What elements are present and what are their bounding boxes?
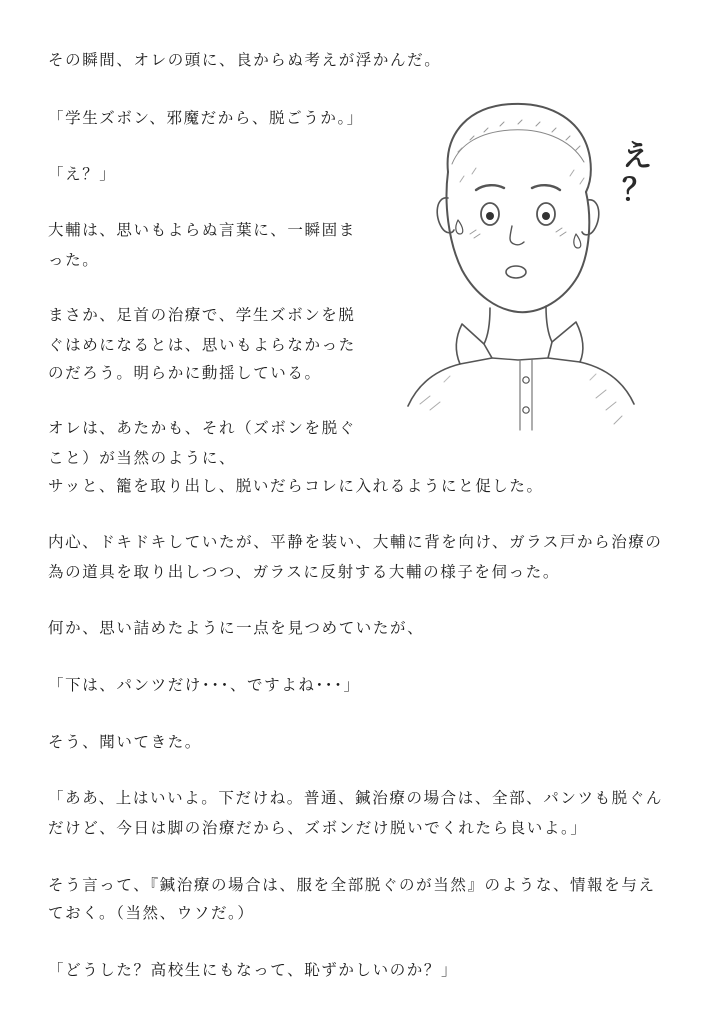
text-line: その瞬間、オレの頭に、良からぬ考えが浮かんだ。 xyxy=(48,51,442,69)
exclaim-mark: ？ xyxy=(622,173,652,208)
text-line: 為の道具を取り出しつつ、ガラスに反射する大輔の様子を伺った。 xyxy=(48,563,560,581)
text-line: サッと、籠を取り出し、脱いだらコレに入れるようにと促した。 xyxy=(48,477,544,495)
text-line: ておく。（当然、ウソだ。） xyxy=(48,904,255,922)
text-line: まさか、足首の治療で、学生ズボンを脱 xyxy=(48,306,356,324)
text-line: 「ああ、上はいいよ。下だけね。普通、鍼治療の場合は、全部、パンツも脱ぐん xyxy=(48,789,663,807)
text-line: 「え？」 xyxy=(48,165,117,183)
text-line: 「どうした？高校生にもなって、恥ずかしいのか？」 xyxy=(48,961,459,979)
boy-sketch-illustration xyxy=(400,92,700,432)
text-line: そう言って、『鍼治療の場合は、服を全部脱ぐのが当然』のような、情報を与え xyxy=(48,876,656,894)
text-line: 「下は、パンツだけ･･･、ですよね･･･」 xyxy=(48,676,361,694)
text-line: 内心、ドキドキしていたが、平静を装い、大輔に背を向け、ガラス戸から治療の xyxy=(48,533,663,551)
text-line: のだろう。明らかに動揺している。 xyxy=(48,364,322,382)
text-line: 大輔は、思いもよらぬ言葉に、一瞬固ま xyxy=(48,221,356,239)
exclamation-text xyxy=(622,140,652,208)
text-line: こと）が当然のように、 xyxy=(48,449,237,467)
text-line: ぐはめになるとは、思いもよらなかった xyxy=(48,336,356,354)
text-line: そう、聞いてきた。 xyxy=(48,733,202,751)
boy-sketch-icon xyxy=(400,92,700,432)
exclaim-char: え xyxy=(622,139,652,174)
text-line: った。 xyxy=(48,251,100,269)
text-line: 何か、思い詰めたように一点を見つめていたが、 xyxy=(48,619,425,637)
text-line: だけど、今日は脚の治療だから、ズボンだけ脱いでくれたら良いよ。」 xyxy=(48,819,588,837)
text-line: 「学生ズボン、邪魔だから、脱ごうか。」 xyxy=(48,109,364,127)
text-line: オレは、あたかも、それ（ズボンを脱ぐ xyxy=(48,419,356,437)
